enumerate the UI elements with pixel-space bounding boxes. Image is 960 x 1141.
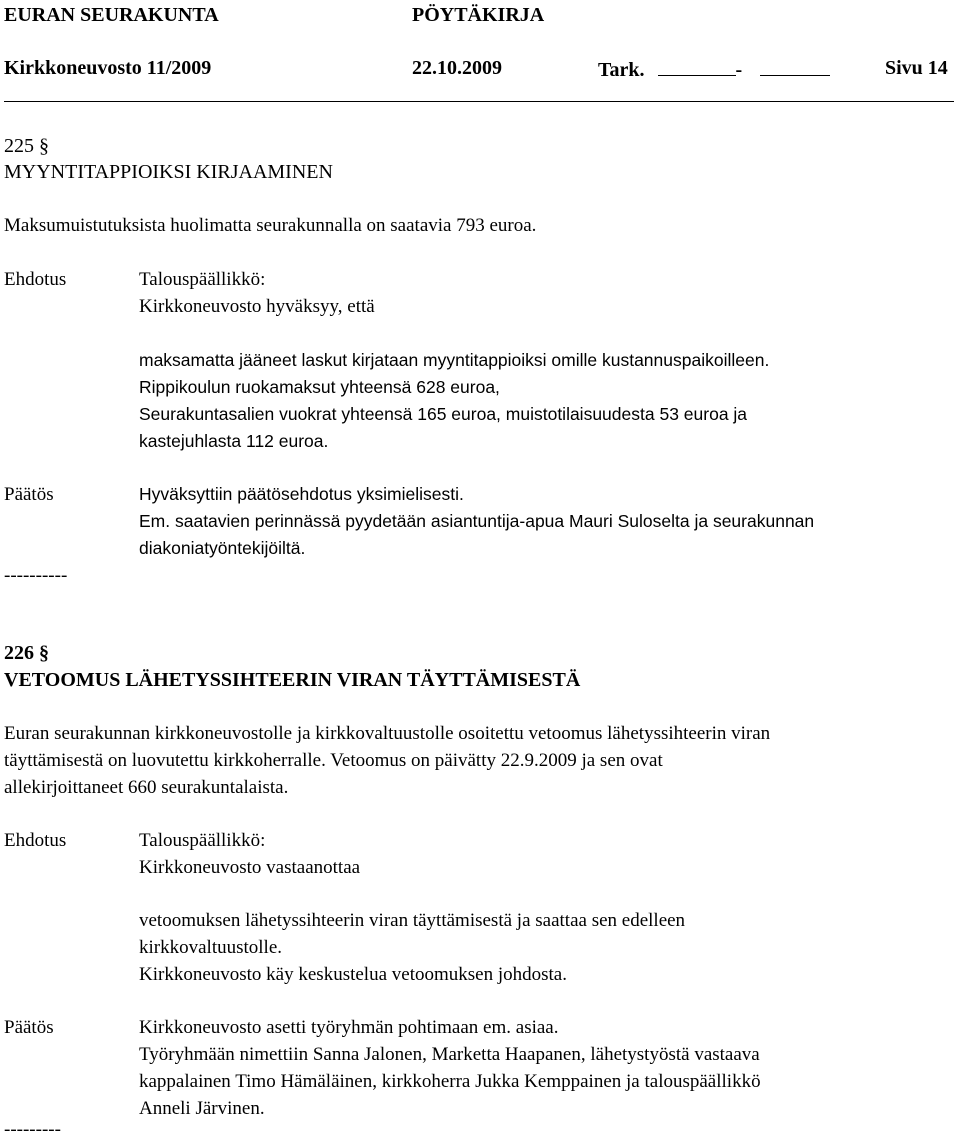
section-226-intro-line: Euran seurakunnan kirkkoneuvostolle ja kirkkovaltuustolle osoitettu vetoomus lähetyssihteerin viran bbox=[4, 723, 771, 744]
section-number: 225 bbox=[4, 135, 34, 157]
section-226-intro-line: allekirjoittaneet 660 seurakuntalaista. bbox=[4, 777, 289, 798]
proposal-lead: Kirkkoneuvosto vastaanottaa bbox=[139, 857, 361, 878]
section-divider: --------- bbox=[4, 1119, 61, 1140]
section-226-title: VETOOMUS LÄHETYSSIHTEERIN VIRAN TÄYTTÄMISESTÄ bbox=[4, 669, 581, 691]
document-type: PÖYTÄKIRJA bbox=[412, 4, 545, 26]
section-sign: § bbox=[39, 642, 49, 664]
proposal-label: Ehdotus bbox=[4, 830, 67, 851]
proposal-author: Talouspäällikkö: bbox=[139, 269, 266, 290]
section-number: 226 bbox=[4, 642, 34, 664]
decision-line: Työryhmään nimettiin Sanna Jalonen, Marketta Haapanen, lähetystyöstä vastaava bbox=[139, 1044, 760, 1065]
section-225-number bbox=[4, 135, 49, 158]
decision-line: Anneli Järvinen. bbox=[139, 1098, 265, 1119]
section-226-number bbox=[4, 642, 49, 665]
proposal-author: Talouspäällikkö: bbox=[139, 830, 266, 851]
meeting-id: Kirkkoneuvosto 11/2009 bbox=[4, 57, 212, 79]
decision-line: diakoniatyöntekijöiltä. bbox=[139, 538, 306, 558]
decision-line: Hyväksyttiin päätösehdotus yksimielisesti. bbox=[139, 484, 464, 504]
proposal-line: kirkkovaltuustolle. bbox=[139, 937, 283, 958]
check-blank-1 bbox=[658, 57, 736, 76]
proposal-line: Kirkkoneuvosto käy keskustelua vetoomuksen johdosta. bbox=[139, 964, 567, 985]
proposal-line: kastejuhlasta 112 euroa. bbox=[139, 431, 329, 451]
decision-line: Em. saatavien perinnässä pyydetään asiantuntija-apua Mauri Suloselta ja seurakunnan bbox=[139, 511, 815, 531]
decision-label: Päätös bbox=[4, 484, 54, 505]
proposal-line: Seurakuntasalien vuokrat yhteensä 165 euroa, muistotilaisuudesta 53 euroa ja bbox=[139, 404, 748, 424]
check-label: Tark. bbox=[598, 59, 645, 81]
section-225-title: MYYNTITAPPIOIKSI KIRJAAMINEN bbox=[4, 161, 333, 183]
check-separator: - bbox=[735, 59, 743, 81]
org-name: EURAN SEURAKUNTA bbox=[4, 4, 219, 26]
decision-line: kappalainen Timo Hämäläinen, kirkkoherra Jukka Kemppainen ja talouspäällikkö bbox=[139, 1071, 761, 1092]
proposal-line: vetoomuksen lähetyssihteerin viran täyttämisestä ja saattaa sen edelleen bbox=[139, 910, 686, 931]
header-rule bbox=[4, 101, 954, 102]
check-blank-2 bbox=[760, 57, 830, 76]
proposal-line: Rippikoulun ruokamaksut yhteensä 628 euroa, bbox=[139, 377, 500, 397]
section-225-intro: Maksumuistutuksista huolimatta seurakunnalla on saatavia 793 euroa. bbox=[4, 215, 537, 236]
check-field bbox=[598, 57, 830, 82]
section-226-intro-line: täyttämisestä on luovutettu kirkkoherralle. Vetoomus on päivätty 22.9.2009 ja sen ovat bbox=[4, 750, 663, 771]
decision-line: Kirkkoneuvosto asetti työryhmän pohtimaan em. asiaa. bbox=[139, 1017, 559, 1038]
proposal-lead: Kirkkoneuvosto hyväksyy, että bbox=[139, 296, 375, 317]
proposal-line: maksamatta jääneet laskut kirjataan myyntitappioiksi omille kustannuspaikoilleen. bbox=[139, 350, 770, 370]
section-divider: ---------- bbox=[4, 565, 68, 586]
meeting-date: 22.10.2009 bbox=[412, 57, 502, 79]
page-number: Sivu 14 bbox=[885, 57, 948, 79]
proposal-label: Ehdotus bbox=[4, 269, 67, 290]
section-sign: § bbox=[39, 135, 49, 157]
decision-label: Päätös bbox=[4, 1017, 54, 1038]
